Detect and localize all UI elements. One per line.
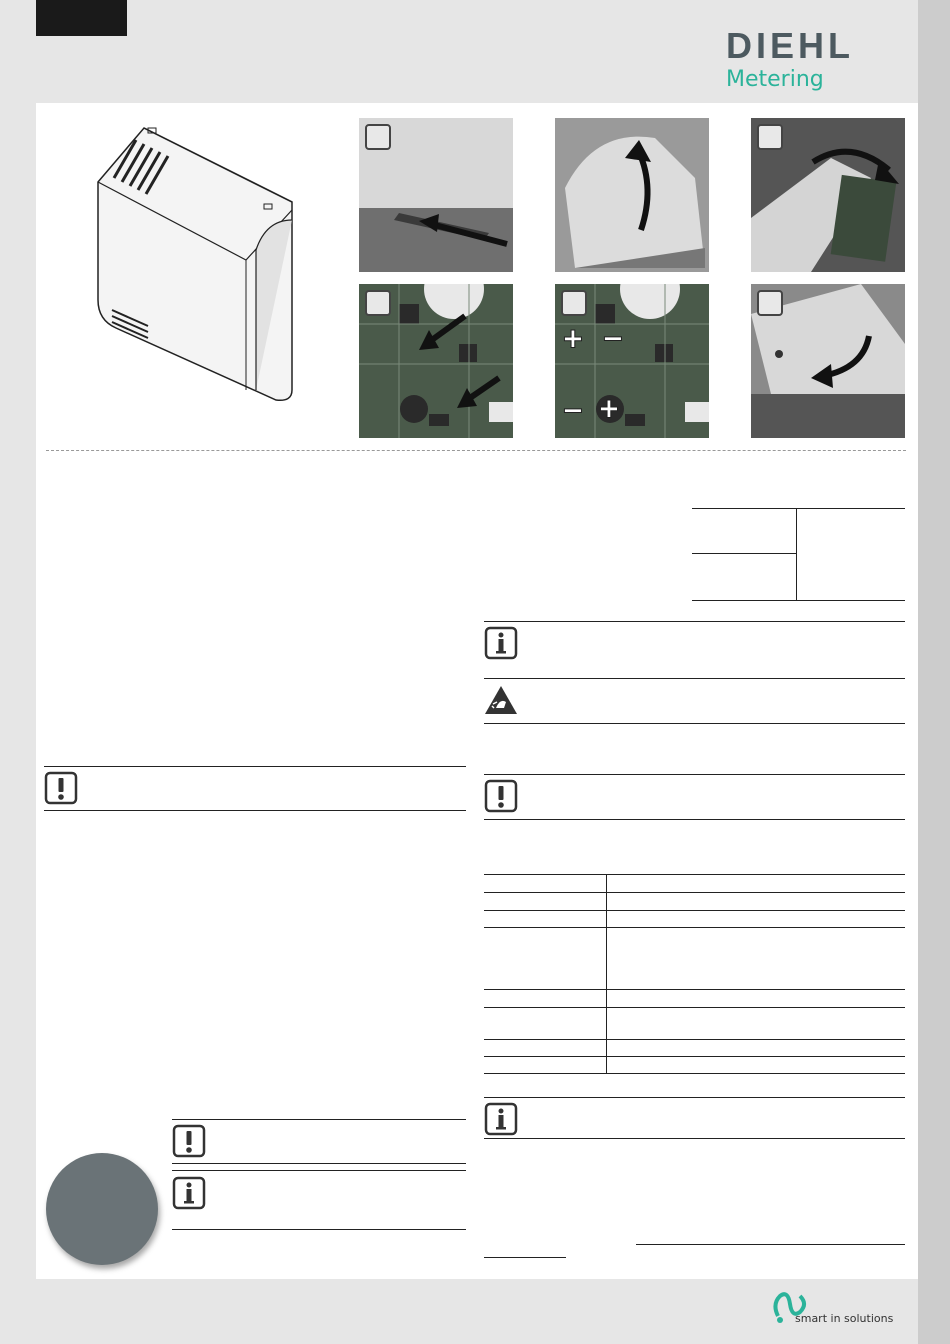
esd-warning-icon xyxy=(484,684,518,718)
section-separator xyxy=(46,450,906,451)
brand-division: Metering xyxy=(726,67,824,92)
note-rule xyxy=(484,723,905,724)
note-rule xyxy=(172,1229,466,1230)
polarity-minus-bottom: − xyxy=(563,392,583,430)
step-number-box xyxy=(757,290,783,316)
note-rule xyxy=(172,1163,466,1164)
signature-line xyxy=(636,1244,905,1245)
note-rule xyxy=(44,766,466,767)
step-number-box xyxy=(561,290,587,316)
table-rule xyxy=(692,600,905,601)
step-photo-6 xyxy=(751,284,905,438)
table-rule xyxy=(692,508,905,509)
info-icon xyxy=(172,1176,206,1210)
spec-table-rule xyxy=(484,892,905,893)
spec-table-rule xyxy=(484,874,905,875)
caution-icon xyxy=(172,1124,206,1158)
step-photo-2 xyxy=(555,118,709,272)
spec-table-rule xyxy=(606,874,607,1073)
signature-line xyxy=(484,1257,566,1258)
spec-table-rule xyxy=(484,1007,905,1008)
polarity-minus-top: − xyxy=(603,320,623,358)
caution-icon xyxy=(44,771,78,805)
info-icon xyxy=(484,1102,518,1136)
footer-tagline: smart in solutions xyxy=(795,1312,894,1325)
brand-name: DIEHL xyxy=(726,25,854,66)
device-illustration xyxy=(96,120,306,410)
polarity-plus-top: + xyxy=(563,320,583,358)
note-rule xyxy=(172,1119,466,1120)
table-rule xyxy=(692,553,796,554)
step-number-box xyxy=(757,124,783,150)
note-rule xyxy=(44,810,466,811)
note-rule xyxy=(484,1097,905,1098)
step-photo-3 xyxy=(751,118,905,272)
polarity-plus-bottom: + xyxy=(599,390,619,428)
table-rule xyxy=(796,508,797,600)
note-rule xyxy=(484,1138,905,1139)
step-photo-5 xyxy=(555,284,709,438)
spec-table-rule xyxy=(484,1073,905,1074)
step-photo-1 xyxy=(359,118,513,272)
step-number-box xyxy=(365,124,391,150)
spec-table-rule xyxy=(484,989,905,990)
caution-icon xyxy=(484,779,518,813)
note-rule xyxy=(484,819,905,820)
page-edge-strip xyxy=(918,0,950,1344)
note-rule xyxy=(172,1170,466,1171)
language-badge xyxy=(46,1153,158,1265)
spec-table-rule xyxy=(484,910,905,911)
spec-table-rule xyxy=(484,927,905,928)
step-photo-4 xyxy=(359,284,513,438)
page-tab-marker xyxy=(36,0,127,36)
note-rule xyxy=(484,621,905,622)
spec-table-rule xyxy=(484,1056,905,1057)
step-number-box xyxy=(365,290,391,316)
spec-table-rule xyxy=(484,1039,905,1040)
info-icon xyxy=(484,626,518,660)
note-rule xyxy=(484,774,905,775)
brand-logo xyxy=(726,25,896,94)
note-rule xyxy=(484,678,905,679)
